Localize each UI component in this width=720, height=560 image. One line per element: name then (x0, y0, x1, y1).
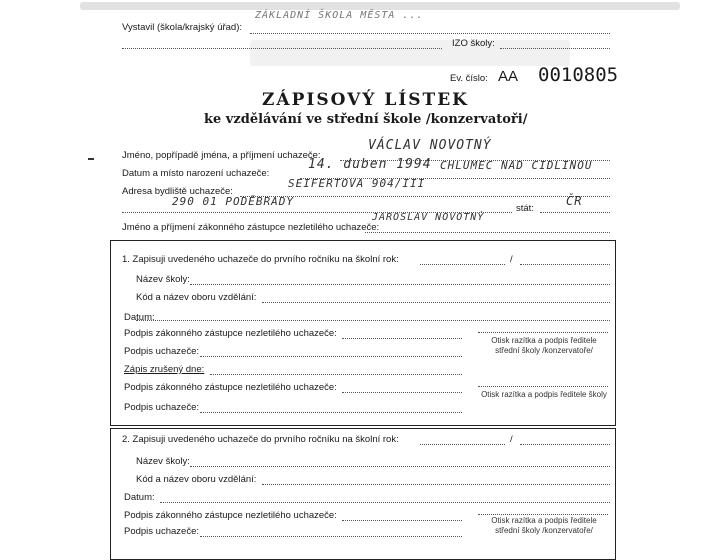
guardian-line (365, 232, 610, 233)
section1-year-line (420, 264, 505, 265)
section1-slash: / (510, 254, 513, 265)
address-label: Adresa bydliště uchazeče: (122, 186, 233, 197)
section2-guardian-sig-line (342, 520, 462, 521)
address-line1: SEIFERTOVA 904/III (288, 177, 426, 190)
section1-stamp-director-note: Otisk razítka a podpis ředitele střední školy /konzervatoře/ (491, 336, 597, 355)
section1-field-line (262, 302, 610, 303)
birth-place: CHLUMEC NAD CIDLINOU (440, 159, 593, 172)
section2-applicant-sig-label: Podpis uchazeče: (124, 526, 199, 537)
section2-year-line (420, 444, 505, 445)
section1-date-label: Datum: (124, 312, 155, 323)
section1-field-label: Kód a název oboru vzdělání: (136, 292, 257, 303)
section2-date-label: Datum: (124, 492, 155, 503)
section1-stamp-headteacher-note: Otisk razítka a podpis ředitele školy (481, 390, 607, 399)
section1-guardian-sig2-label: Podpis zákonného zástupce nezletilého uchazeče: (124, 382, 337, 393)
form-subtitle: ke vzdělávání ve střední škole /konzervatoři/ (204, 112, 528, 127)
section1-heading: 1. Zapisuji uvedeného uchazeče do prvního ročníku na školní rok: (122, 254, 399, 265)
evidence-series: AA (498, 68, 519, 85)
section2-school-line (190, 466, 610, 467)
name-label: Jméno, popřípadě jména, a příjmení uchazeče: (122, 150, 321, 161)
section1-guardian-sig-label: Podpis zákonného zástupce nezletilého uchazeče: (124, 328, 337, 339)
section1-school-line (190, 284, 610, 285)
address-line (240, 196, 610, 197)
enrollment-section-2 (110, 428, 616, 560)
birth-label: Datum a místo narození uchazeče: (122, 168, 270, 179)
section2-field-line (262, 484, 610, 485)
section1-year-line-2 (520, 264, 610, 265)
address-line2: 290 01 PODĚBRADY (172, 195, 294, 208)
section2-field-label: Kód a název oboru vzdělání: (136, 474, 257, 485)
section1-applicant-sig-label: Podpis uchazeče: (124, 346, 199, 357)
issuer-line (250, 33, 610, 34)
section1-cancel-label: Zápis zrušený dne: (124, 364, 205, 375)
izo-label: IZO školy: (452, 38, 495, 49)
issuer-value: ZÁKLADNÍ ŠKOLA MĚSTA ... (255, 10, 424, 21)
section1-stamp-line (478, 332, 608, 333)
form-title: ZÁPISOVÝ LÍSTEK (262, 90, 469, 110)
state-label: stát: (516, 203, 534, 214)
section2-stamp-line (478, 514, 608, 515)
scan-mark (88, 158, 94, 160)
section1-guardian-sig2-line (342, 392, 462, 393)
guardian-value: JAROSLAV NOVOTNÝ (372, 212, 485, 223)
section1-cancel-line (210, 374, 462, 375)
evidence-label: Ev. číslo: (450, 73, 488, 84)
section2-school-label: Název školy: (136, 456, 190, 467)
section1-field-line-2 (136, 320, 610, 321)
section2-slash: / (510, 434, 513, 445)
section1-stamp2-line (478, 386, 608, 387)
section2-date-line (160, 502, 610, 503)
section2-stamp-director-note: Otisk razítka a podpis ředitele střední školy /konzervatoře/ (491, 516, 597, 535)
section1-applicant-sig-line (200, 356, 462, 357)
section1-applicant-sig2-label: Podpis uchazeče: (124, 402, 199, 413)
issuer-label: Vystavil (škola/krajský úřad): (122, 22, 243, 33)
section2-applicant-sig-line (200, 536, 462, 537)
birth-date: 14. duben 1994 (308, 157, 432, 172)
section2-guardian-sig-label: Podpis zákonného zástupce nezletilého uchazeče: (124, 510, 337, 521)
scan-smudge (250, 40, 570, 66)
issuer-line-2 (122, 48, 442, 49)
section1-school-label: Název školy: (136, 274, 190, 285)
name-value: VÁCLAV NOVOTNÝ (368, 138, 492, 153)
state-value: ČR (566, 194, 583, 208)
evidence-number: 0010805 (538, 64, 619, 86)
guardian-label: Jméno a příjmení zákonného zástupce nezletilého uchazeče: (122, 222, 380, 233)
state-line (540, 212, 610, 213)
scan-smudge (80, 2, 680, 10)
section2-heading: 2. Zapisuji uvedeného uchazeče do prvního ročníku na školní rok: (122, 434, 399, 445)
section2-year-line-2 (520, 444, 610, 445)
izo-line (500, 48, 610, 49)
section1-applicant-sig2-line (200, 412, 462, 413)
section1-guardian-sig-line (342, 338, 462, 339)
